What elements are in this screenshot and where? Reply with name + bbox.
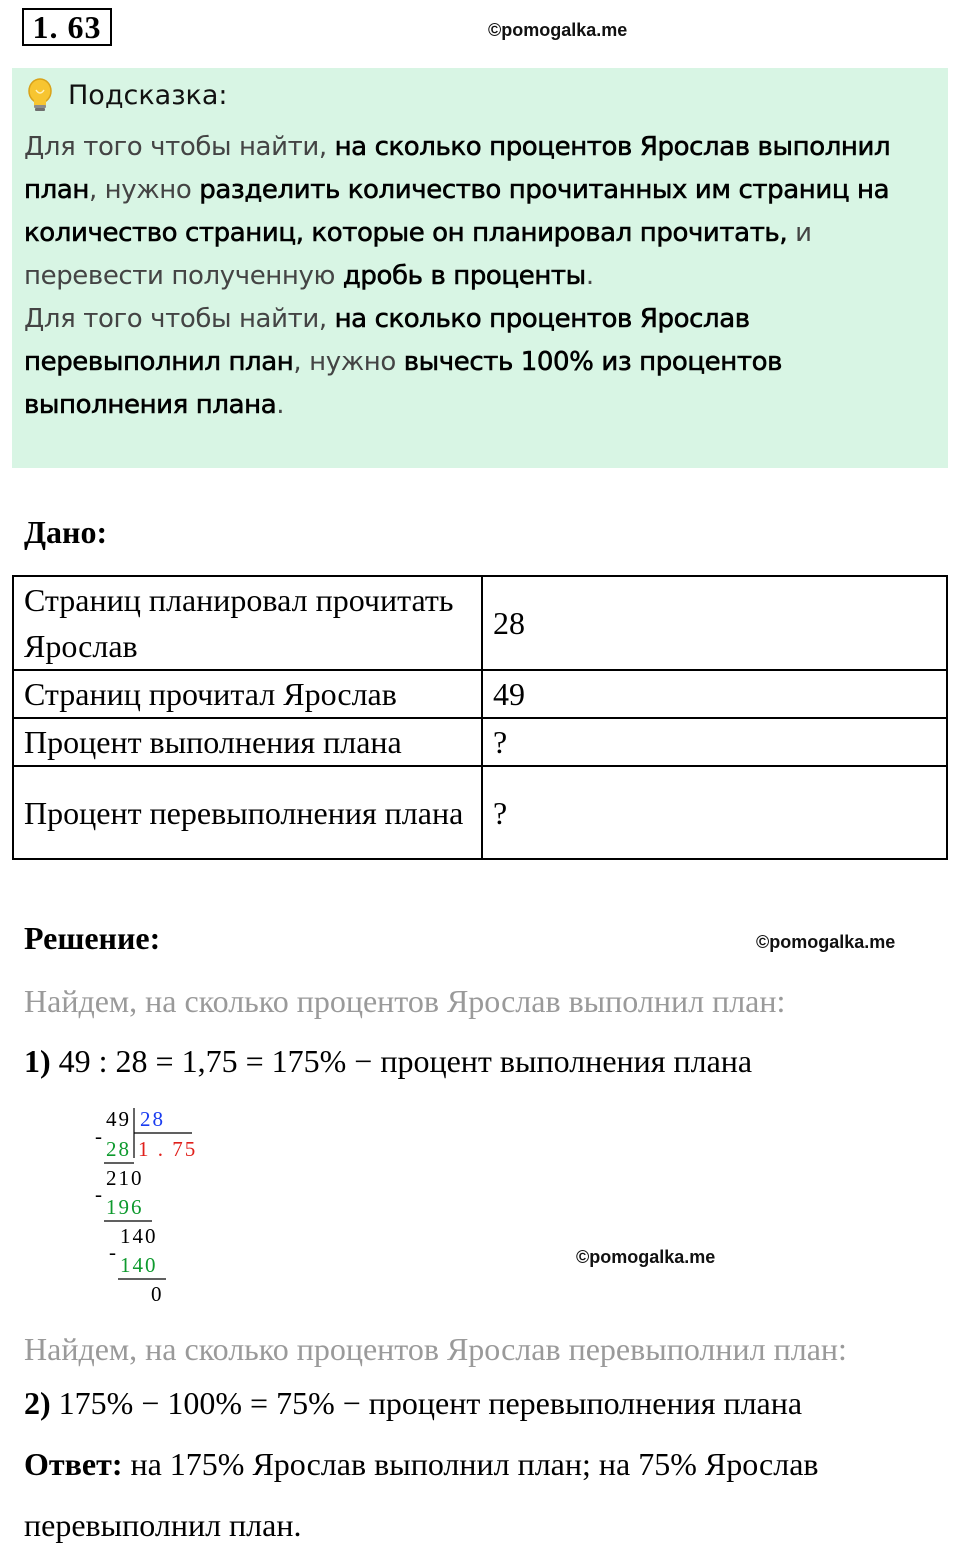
division-minus: - bbox=[109, 1240, 118, 1264]
watermark-top: ©pomogalka.me bbox=[488, 20, 628, 40]
answer-text: на 175% Ярослав выполнил план; на 75% Ярослав bbox=[122, 1446, 819, 1482]
given-label: Процент выполнения плана bbox=[13, 718, 482, 766]
step-text: 49 : 28 = 1,75 = 175% − процент выполнения плана bbox=[50, 1043, 753, 1079]
hint-segment: Для того чтобы найти, bbox=[24, 132, 335, 162]
division-line: 0 bbox=[151, 1282, 164, 1306]
hint-bold-segment: на сколько процентов Ярослав выполнил план bbox=[24, 132, 891, 205]
step-number: 2) bbox=[24, 1385, 51, 1421]
division-minus: - bbox=[95, 1182, 104, 1206]
given-value: ? bbox=[482, 766, 947, 859]
step-number: 1) bbox=[24, 1043, 51, 1079]
watermark-middle: ©pomogalka.me bbox=[756, 932, 896, 952]
given-title: Дано: bbox=[24, 514, 108, 550]
hint-segment: , нужно bbox=[293, 347, 404, 377]
hint-segment: , нужно bbox=[88, 175, 200, 205]
division-line: 140 bbox=[120, 1224, 158, 1248]
division-divisor: 28 bbox=[140, 1107, 165, 1131]
hint-segment: Для того чтобы найти, bbox=[24, 304, 335, 334]
hint-bold-segment: разделить количество прочитанных им страниц на количество страниц, которые он планировал прочитать, bbox=[24, 175, 890, 248]
solution-title: Решение: bbox=[24, 920, 161, 956]
solution-intro-2: Найдем, на сколько процентов Ярослав перевыполнил план: bbox=[24, 1331, 847, 1367]
division-minus: - bbox=[95, 1124, 104, 1148]
hint-title: Подсказка: bbox=[68, 80, 228, 111]
given-value: 28 bbox=[482, 576, 947, 670]
division-dividend: 49 bbox=[106, 1107, 131, 1131]
watermark-bottom: ©pomogalka.me bbox=[576, 1247, 716, 1267]
given-label: Страниц планировал прочитать Ярослав bbox=[13, 576, 482, 670]
solution-intro-1: Найдем, на сколько процентов Ярослав выполнил план: bbox=[24, 983, 786, 1019]
task-number: 1. 63 bbox=[22, 8, 112, 46]
solution-step-2 bbox=[24, 1385, 802, 1422]
hint-bold-segment: дробь в проценты bbox=[342, 261, 586, 291]
given-label: Процент перевыполнения плана bbox=[13, 766, 482, 859]
division-line: 196 bbox=[106, 1195, 144, 1219]
hint-segment: . bbox=[585, 261, 594, 291]
hint-segment: и перевести полученную bbox=[24, 218, 812, 291]
hint-bold-segment: на сколько процентов Ярослав перевыполнил план bbox=[24, 304, 750, 377]
step-text: 175% − 100% = 75% − процент перевыполнения плана bbox=[50, 1385, 803, 1421]
hint-segment: . bbox=[276, 390, 285, 420]
hint-bold-segment: вычесть 100% из процентов выполнения плана bbox=[24, 347, 783, 420]
given-value: ? bbox=[482, 718, 947, 766]
division-quotient: 1 . 75 bbox=[138, 1137, 198, 1161]
answer-line-1 bbox=[24, 1446, 819, 1483]
division-lines bbox=[0, 0, 200, 1300]
division-line: 28 bbox=[106, 1137, 131, 1161]
division-line: 210 bbox=[106, 1166, 144, 1190]
given-label: Страниц прочитал Ярослав bbox=[13, 670, 482, 718]
division-line: 140 bbox=[120, 1253, 158, 1277]
answer-label: Ответ: bbox=[24, 1446, 123, 1482]
answer-line-2: перевыполнил план. bbox=[24, 1507, 302, 1543]
given-value: 49 bbox=[482, 670, 947, 718]
